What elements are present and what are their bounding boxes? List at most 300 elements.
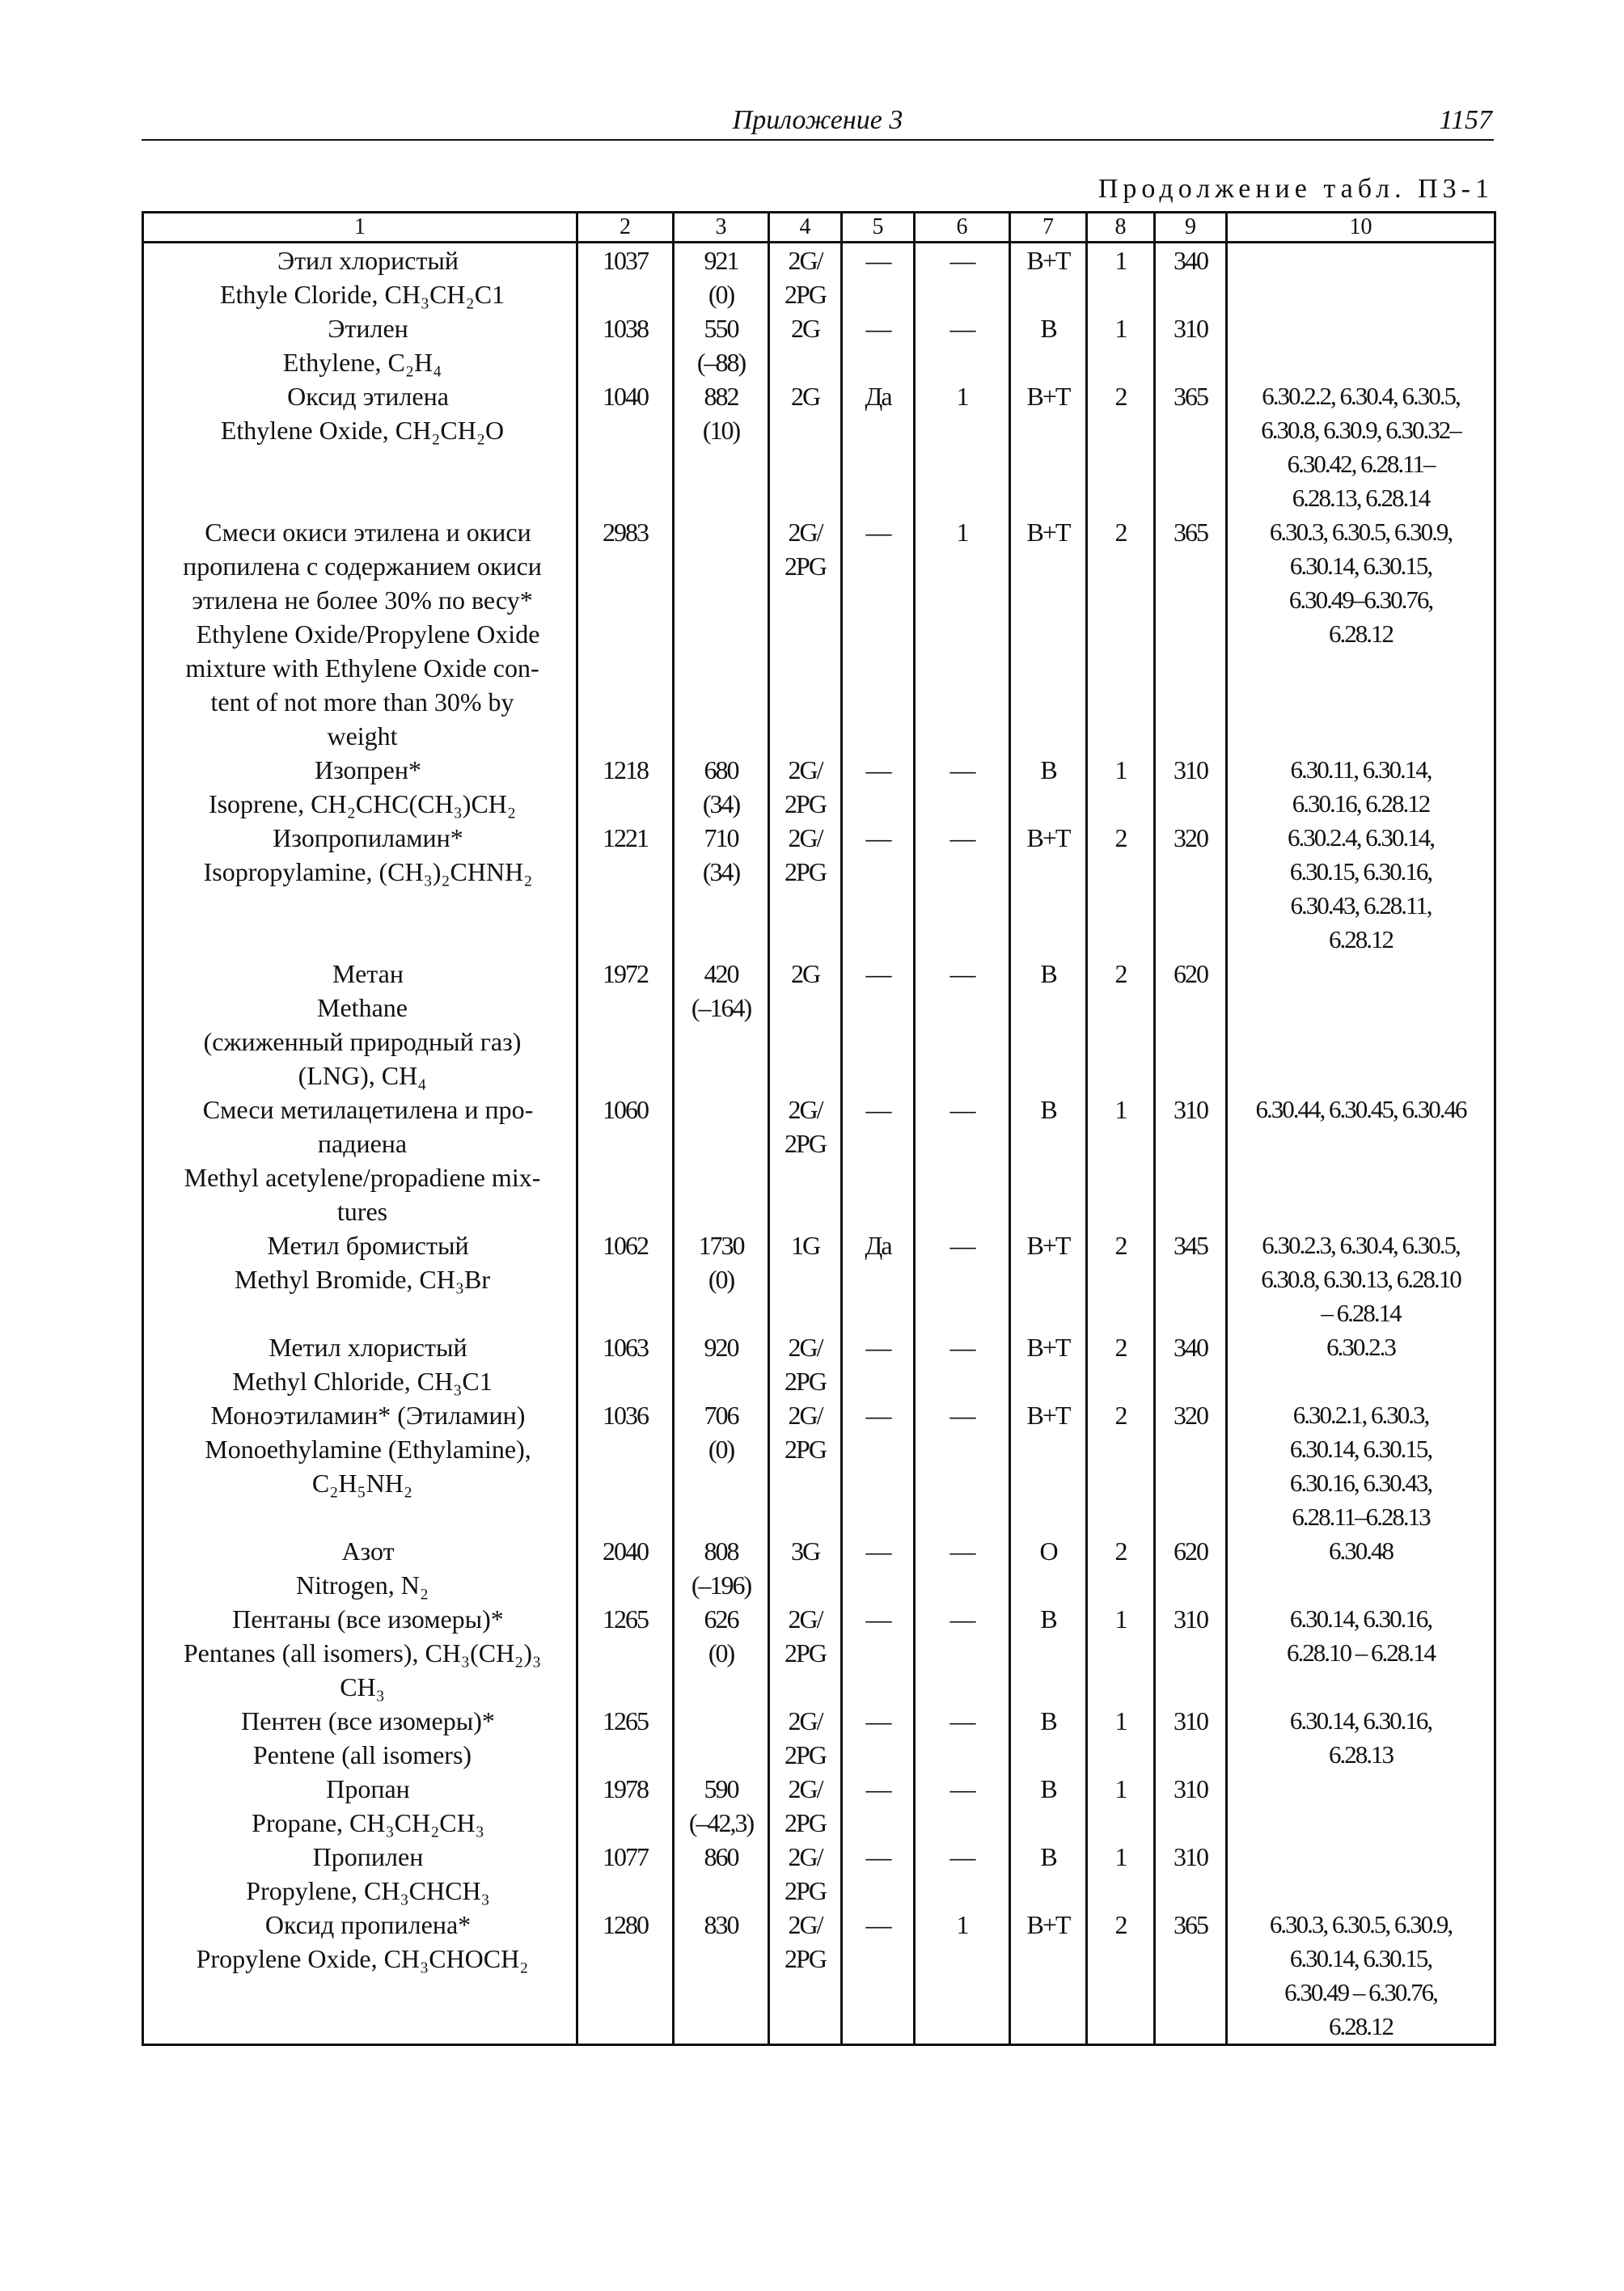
cell-line: (–88) (696, 348, 746, 377)
cell-line: Да (865, 1231, 891, 1260)
cargo-name-cell (143, 1093, 577, 1228)
cell-line: 6.30.11, 6.30.14, (1290, 755, 1432, 784)
chapter-cell (1155, 243, 1227, 312)
cell-line: 2 (1114, 1333, 1127, 1362)
tank-environment-cell (1010, 515, 1087, 753)
cell-line: — (949, 246, 975, 275)
cell-line: 2G/ (788, 823, 823, 852)
cargo-name-cell (143, 957, 577, 1093)
cell-line: 1 (1114, 1604, 1127, 1634)
cell-line: 710 (704, 823, 738, 852)
cell-line: 6.28.12 (1329, 619, 1393, 648)
chapter-cell (1155, 1534, 1227, 1602)
cargo-name-line: Пропилен (312, 1842, 424, 1871)
gauging-cell (915, 1093, 1010, 1228)
cell-line: 3G (790, 1536, 820, 1566)
cargo-name-line: Ethylene Oxide/Propylene Oxide (196, 619, 540, 649)
cell-line: — (865, 1604, 890, 1634)
cell-line: 1038 (603, 314, 648, 343)
cell-line: 6.28.10 – 6.28.14 (1287, 1638, 1435, 1667)
appendix-title: Приложение 3 (732, 105, 903, 135)
table-row (143, 1840, 1495, 1908)
cell-line: (–164) (691, 993, 751, 1022)
temperature-cell (674, 821, 769, 957)
gauging-cell (915, 311, 1010, 379)
cell-line: 6.30.49 – 6.30.76, (1284, 1978, 1437, 2006)
cell-line: 1062 (603, 1231, 648, 1260)
cargo-name-line: tent of not more than 30% by (210, 687, 514, 716)
cargo-name-line: Nitrogen, N₂ (295, 1570, 429, 1600)
un-number-cell (577, 1330, 674, 1398)
cell-line: 6.28.13 (1329, 1740, 1393, 1769)
cell-line: B+T (1026, 518, 1070, 547)
cargo-name-cell (143, 1704, 577, 1772)
table-row (143, 957, 1495, 1093)
ship-type-cell (769, 1908, 842, 2045)
cell-line: B+T (1026, 382, 1070, 411)
cargo-name-line: Этил хлористый (277, 246, 459, 275)
tank-environment-cell (1010, 1534, 1087, 1602)
un-number-cell (577, 1534, 674, 1602)
gauging-cell (915, 1840, 1010, 1908)
un-number-cell (577, 957, 674, 1093)
cell-line: – 6.28.14 (1321, 1299, 1401, 1327)
vapour-detection-cell (842, 821, 915, 957)
cell-line: 1040 (603, 382, 648, 411)
cargo-name-line: weight (327, 721, 398, 750)
cell-line: 320 (1174, 1401, 1207, 1430)
cell-line: — (949, 1536, 975, 1566)
cell-line: — (949, 823, 975, 852)
cell-line: 310 (1174, 755, 1207, 784)
cell-line: 2G/ (788, 1774, 823, 1803)
cell-line: 1 (956, 1910, 968, 1939)
cargo-name-line: Пентаны (все изомеры)* (232, 1604, 504, 1634)
cell-line: (0) (708, 1638, 734, 1668)
cell-line: — (949, 755, 975, 784)
cell-line: B (1040, 1842, 1056, 1871)
special-requirements-cell (1227, 243, 1495, 312)
cell-line: — (865, 1095, 890, 1124)
special-requirements-cell (1227, 1330, 1495, 1398)
vapour-detection-cell (842, 1704, 915, 1772)
cell-line: B (1040, 755, 1056, 784)
cell-line: 320 (1174, 823, 1207, 852)
cell-line: B+T (1026, 1333, 1070, 1362)
cell-line: 1 (1114, 1842, 1127, 1871)
cell-line: B+T (1026, 246, 1070, 275)
cell-line: 6.28.12 (1329, 925, 1393, 953)
cargo-name-line: Пентен (все изомеры)* (241, 1706, 495, 1735)
cargo-name-line: Ethyle Cloride, CH₃CH₂C1 (219, 280, 505, 309)
cell-line: 921 (704, 246, 738, 275)
cell-line: — (949, 1401, 975, 1430)
un-number-cell (577, 379, 674, 515)
cell-line: 6.30.14, 6.30.15, (1289, 1435, 1432, 1463)
cell-line: — (865, 518, 890, 547)
cargo-name-line: пропилена с содержанием окиси (183, 552, 542, 581)
cargo-name-cell (143, 379, 577, 515)
cell-line: 2PG (785, 1876, 826, 1905)
temperature-cell (674, 1602, 769, 1704)
table-row (143, 311, 1495, 379)
cargo-name-line: Propane, CH₃CH₂CH₃ (252, 1808, 484, 1837)
chapter-cell (1155, 1093, 1227, 1228)
cargo-name-line: Смеси окиси этилена и окиси (205, 518, 531, 547)
column-header: 2 (577, 213, 674, 243)
gauging-cell (915, 1534, 1010, 1602)
tank-environment-cell (1010, 1704, 1087, 1772)
cargo-name-cell (143, 1228, 577, 1330)
cell-line: 6.30.42, 6.28.11– (1287, 450, 1435, 478)
cargo-name-line (149, 447, 576, 481)
cell-line: 860 (704, 1842, 738, 1871)
cell-line: B+T (1026, 823, 1070, 852)
special-requirements-cell (1227, 957, 1495, 1093)
cargo-name-cell (143, 1534, 577, 1602)
cell-line: 2 (1114, 1910, 1127, 1939)
cargo-name-cell (143, 1908, 577, 2045)
cell-line: 1 (1114, 246, 1127, 275)
chapter-cell (1155, 1840, 1227, 1908)
cargo-name-line (149, 481, 576, 515)
cargo-name-line: tures (336, 1197, 388, 1226)
cell-line: 6.30.14, 6.30.15, (1289, 552, 1432, 580)
ship-type-cell (769, 1093, 842, 1228)
cell-line: 310 (1174, 1095, 1207, 1124)
special-requirements-cell (1227, 1602, 1495, 1704)
temperature-cell (674, 957, 769, 1093)
cargo-name-line: Methyl Chloride, CH₃C1 (232, 1367, 493, 1396)
cargo-name-line (149, 1296, 576, 1330)
chapter-cell (1155, 1908, 1227, 2045)
vapour-detection-cell (842, 957, 915, 1093)
un-number-cell (577, 1398, 674, 1534)
ship-type-cell (769, 1772, 842, 1840)
cell-line: 2PG (785, 789, 826, 818)
un-number-cell (577, 1908, 674, 2045)
vapour-detection-cell (842, 379, 915, 515)
chapter-cell (1155, 379, 1227, 515)
tank-type-cell (1087, 1772, 1155, 1840)
cell-line: 2G/ (788, 1333, 823, 1362)
column-header: 10 (1227, 213, 1495, 243)
temperature-cell (674, 1093, 769, 1228)
cell-line: 310 (1174, 314, 1207, 343)
tank-environment-cell (1010, 1772, 1087, 1840)
cell-line: 1 (1114, 1774, 1127, 1803)
cargo-table (142, 211, 1496, 2046)
table-continuation-caption: Продолжение табл. П3-1 (1097, 174, 1494, 204)
tank-environment-cell (1010, 753, 1087, 821)
un-number-cell (577, 753, 674, 821)
cell-line: B+T (1026, 1231, 1070, 1260)
cell-line: B+T (1026, 1401, 1070, 1430)
tank-environment-cell (1010, 1840, 1087, 1908)
temperature-cell (674, 1228, 769, 1330)
un-number-cell (577, 1228, 674, 1330)
cell-line: 6.30.8, 6.30.13, 6.28.10 (1261, 1265, 1461, 1293)
tank-environment-cell (1010, 957, 1087, 1093)
temperature-cell (674, 1534, 769, 1602)
chapter-cell (1155, 821, 1227, 957)
cell-line: 1 (1114, 755, 1127, 784)
cell-line: 2 (1114, 959, 1127, 988)
cargo-name-cell (143, 821, 577, 957)
cell-line: B (1040, 1095, 1056, 1124)
cell-line: 882 (704, 382, 738, 411)
cell-line: 1G (790, 1231, 820, 1260)
un-number-cell (577, 1093, 674, 1228)
tank-environment-cell (1010, 1602, 1087, 1704)
gauging-cell (915, 821, 1010, 957)
temperature-cell (674, 1704, 769, 1772)
chapter-cell (1155, 311, 1227, 379)
cell-line: — (865, 1401, 890, 1430)
vapour-detection-cell (842, 1398, 915, 1534)
cell-line: — (949, 1604, 975, 1634)
tank-environment-cell (1010, 379, 1087, 515)
cell-line: 2PG (785, 857, 826, 886)
cell-line: — (949, 1231, 975, 1260)
cell-line: 6.30.2.4, 6.30.14, (1288, 823, 1434, 852)
cell-line: 620 (1174, 959, 1207, 988)
cell-line: 2PG (785, 1638, 826, 1668)
tank-environment-cell (1010, 821, 1087, 957)
cell-line: 2983 (603, 518, 648, 547)
tank-environment-cell (1010, 243, 1087, 312)
cell-line: (10) (702, 416, 740, 445)
cell-line: 1 (1114, 1706, 1127, 1735)
tank-environment-cell (1010, 1908, 1087, 2045)
cell-line: — (865, 959, 890, 988)
gauging-cell (915, 515, 1010, 753)
chapter-cell (1155, 1602, 1227, 1704)
tank-type-cell (1087, 821, 1155, 957)
cell-line: 6.30.44, 6.30.45, 6.30.46 (1255, 1095, 1466, 1123)
ship-type-cell (769, 1398, 842, 1534)
temperature-cell (674, 1398, 769, 1534)
cell-line: 340 (1174, 1333, 1207, 1362)
cell-line: 1221 (603, 823, 648, 852)
cell-line: 2 (1114, 518, 1127, 547)
cell-line: 1 (956, 382, 968, 411)
cell-line: 6.30.14, 6.30.16, (1289, 1706, 1432, 1735)
cargo-name-line (149, 1500, 576, 1534)
ship-type-cell (769, 379, 842, 515)
cell-line: 6.30.48 (1329, 1536, 1393, 1565)
cell-line: 2G (790, 382, 820, 411)
cell-line: 310 (1174, 1774, 1207, 1803)
cell-line: — (865, 823, 890, 852)
gauging-cell (915, 957, 1010, 1093)
tank-type-cell (1087, 1398, 1155, 1534)
cell-line: 2G/ (788, 518, 823, 547)
cargo-name-line: (сжиженный природный газ) (203, 1027, 522, 1056)
special-requirements-cell (1227, 1398, 1495, 1534)
cargo-name-cell (143, 1602, 577, 1704)
tank-type-cell (1087, 957, 1155, 1093)
cell-line: — (865, 1536, 890, 1566)
cargo-name-line: Смеси метилацетилена и про- (202, 1095, 534, 1124)
tank-type-cell (1087, 311, 1155, 379)
cargo-name-line (149, 889, 576, 923)
cell-line: 2PG (785, 1129, 826, 1158)
special-requirements-cell (1227, 1228, 1495, 1330)
cell-line: 1280 (603, 1910, 648, 1939)
column-header: 8 (1087, 213, 1155, 243)
cell-line: 1037 (603, 246, 648, 275)
cell-line: 1265 (603, 1706, 648, 1735)
cargo-name-cell (143, 515, 577, 753)
special-requirements-cell (1227, 1534, 1495, 1602)
cell-line: 420 (704, 959, 738, 988)
tank-environment-cell (1010, 1093, 1087, 1228)
tank-environment-cell (1010, 1228, 1087, 1330)
cell-line: 1 (1114, 1095, 1127, 1124)
cell-line: 2040 (603, 1536, 648, 1566)
ship-type-cell (769, 957, 842, 1093)
vapour-detection-cell (842, 1330, 915, 1398)
cargo-name-line: Азот (341, 1536, 395, 1566)
tank-environment-cell (1010, 1398, 1087, 1534)
un-number-cell (577, 243, 674, 312)
cell-line: (0) (708, 280, 734, 309)
special-requirements-cell (1227, 1772, 1495, 1840)
cell-line: 2G/ (788, 1706, 823, 1735)
cell-line: 1036 (603, 1401, 648, 1430)
cell-line: 2G/ (788, 1095, 823, 1124)
temperature-cell (674, 1330, 769, 1398)
ship-type-cell (769, 1228, 842, 1330)
cell-line: — (949, 1842, 975, 1871)
table-row (143, 515, 1495, 753)
cargo-name-line: Propylene Oxide, CH₃CHOCH₂ (196, 1944, 529, 1973)
cell-line: 6.30.16, 6.28.12 (1292, 789, 1430, 818)
cell-line: — (865, 1910, 890, 1939)
gauging-cell (915, 1704, 1010, 1772)
vapour-detection-cell (842, 311, 915, 379)
ship-type-cell (769, 1534, 842, 1602)
cargo-name-line: Метан (332, 959, 404, 988)
cell-line: B (1040, 1774, 1056, 1803)
cell-line: — (949, 1774, 975, 1803)
cell-line: 1077 (603, 1842, 648, 1871)
tank-type-cell (1087, 1330, 1155, 1398)
tank-type-cell (1087, 243, 1155, 312)
cargo-name-line: Ethylene, C₂H₄ (282, 348, 442, 377)
cargo-name-line: Isopropylamine, (CH₃)₂CHNH₂ (203, 857, 533, 886)
tank-environment-cell (1010, 311, 1087, 379)
column-number-row (143, 213, 1495, 243)
cargo-name-line: Methyl Bromide, CH₃Br (234, 1265, 491, 1294)
temperature-cell (674, 379, 769, 515)
cell-line: (34) (702, 857, 740, 886)
cell-line: 626 (704, 1604, 738, 1634)
cell-line: 680 (704, 755, 738, 784)
chapter-cell (1155, 1772, 1227, 1840)
cell-line: B+T (1026, 1910, 1070, 1939)
cell-line: 6.30.43, 6.28.11, (1290, 891, 1432, 919)
cell-line: (34) (702, 789, 740, 818)
ship-type-cell (769, 821, 842, 957)
cell-line: B (1040, 314, 1056, 343)
table-body (143, 243, 1495, 2045)
cell-line: 2G/ (788, 755, 823, 784)
cargo-name-line: (LNG), CH₄ (298, 1061, 427, 1090)
cell-line: 1978 (603, 1774, 648, 1803)
cell-line: 1265 (603, 1604, 648, 1634)
cargo-name-cell (143, 311, 577, 379)
cell-line: 6.30.14, 6.30.16, (1289, 1604, 1432, 1633)
cell-line: 2G/ (788, 1910, 823, 1939)
cell-line: 340 (1174, 246, 1207, 275)
special-requirements-cell (1227, 1908, 1495, 2045)
cell-line: (0) (708, 1265, 734, 1294)
cargo-name-line: Этилен (328, 314, 408, 343)
vapour-detection-cell (842, 1602, 915, 1704)
cargo-name-line: Метил хлористый (269, 1333, 467, 1362)
cell-line: 2PG (785, 1435, 826, 1464)
vapour-detection-cell (842, 243, 915, 312)
cargo-name-line: этилена не более 30% по весу* (192, 585, 533, 615)
ship-type-cell (769, 311, 842, 379)
cell-line: 365 (1174, 382, 1207, 411)
cell-line: 6.30.2.2, 6.30.4, 6.30.5, (1262, 382, 1460, 410)
special-requirements-cell (1227, 753, 1495, 821)
column-header: 4 (769, 213, 842, 243)
gauging-cell (915, 1602, 1010, 1704)
gauging-cell (915, 243, 1010, 312)
ship-type-cell (769, 515, 842, 753)
cell-line: 1972 (603, 959, 648, 988)
cell-line: 6.30.3, 6.30.5, 6.30.9, (1269, 1910, 1453, 1938)
cell-line: 6.30.16, 6.30.43, (1289, 1469, 1432, 1497)
ship-type-cell (769, 1602, 842, 1704)
cell-line: — (949, 1333, 975, 1362)
cell-line: 6.30.3, 6.30.5, 6.30.9, (1269, 518, 1453, 546)
vapour-detection-cell (842, 1840, 915, 1908)
ship-type-cell (769, 1704, 842, 1772)
cell-line: B (1040, 1706, 1056, 1735)
temperature-cell (674, 311, 769, 379)
cell-line: 6.30.14, 6.30.15, (1289, 1944, 1432, 1972)
table-row (143, 1093, 1495, 1228)
cell-line: (–196) (691, 1570, 751, 1600)
vapour-detection-cell (842, 1228, 915, 1330)
cell-line: B (1040, 1604, 1056, 1634)
column-header: 6 (915, 213, 1010, 243)
chapter-cell (1155, 515, 1227, 753)
cell-line: 920 (704, 1333, 738, 1362)
cargo-name-line: падиена (317, 1129, 408, 1158)
cargo-name-line: Пропан (326, 1774, 410, 1803)
special-requirements-cell (1227, 1840, 1495, 1908)
temperature-cell (674, 753, 769, 821)
cell-line: 2PG (785, 1367, 826, 1396)
chapter-cell (1155, 1704, 1227, 1772)
un-number-cell (577, 821, 674, 957)
cell-line: (–42,3) (688, 1808, 754, 1837)
cargo-name-line: C₂H₅NH₂ (311, 1469, 413, 1498)
cell-line: 365 (1174, 1910, 1207, 1939)
cargo-name-cell (143, 1330, 577, 1398)
cargo-name-cell (143, 1772, 577, 1840)
cargo-name-line: CH₃ (340, 1672, 385, 1701)
vapour-detection-cell (842, 753, 915, 821)
chapter-cell (1155, 1398, 1227, 1534)
cell-line: 1730 (698, 1231, 744, 1260)
